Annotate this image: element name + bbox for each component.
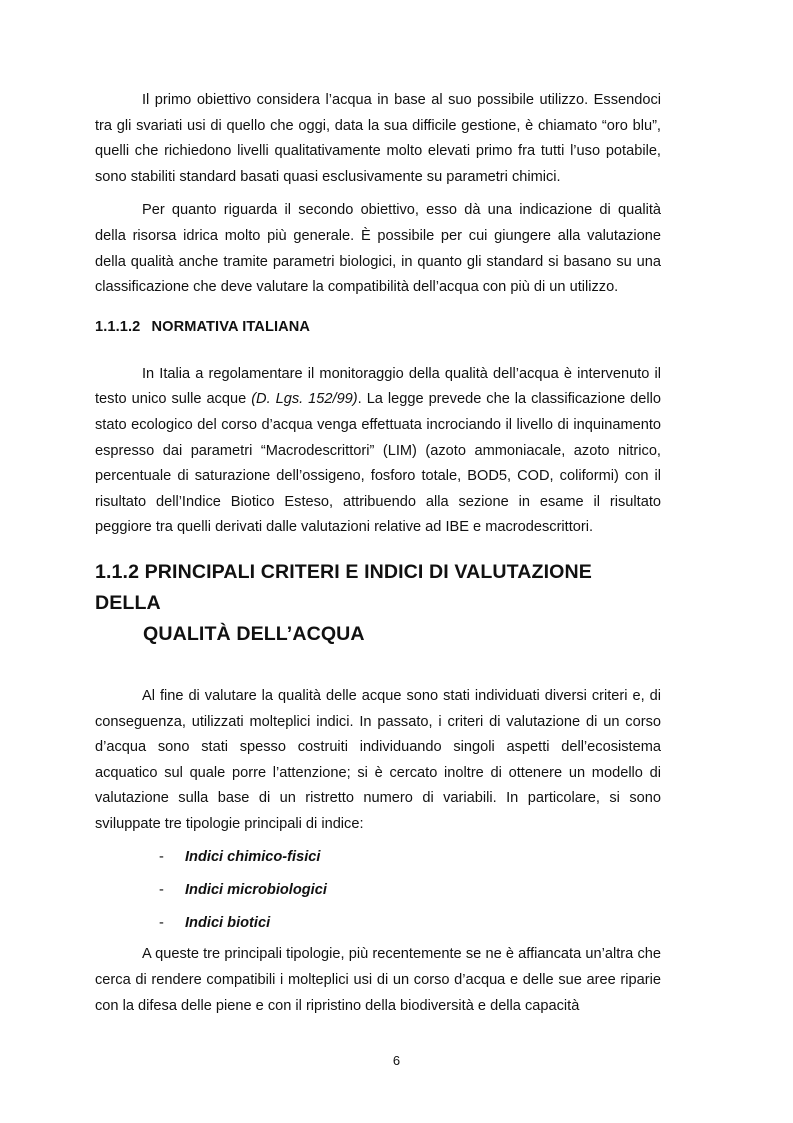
normativa-text-start: In Italia a regolamentare il monitoraggio della qualità dell’acqua è intervenuto il testo unico sulle acque bbox=[95, 365, 661, 408]
intro-paragraph-2: Per quanto riguarda il secondo obiettivo, esso dà una indicazione di qualità della risorsa idrica molto più generale. È possibile per cui giungere alla valutazione della qualità anche tramite parametri biologici, in quanto gli standard si basano su una classificazione che deve valutare la compatibilità dell’acqua con più di un utilizzo. bbox=[95, 202, 661, 296]
intro-paragraph-1: Il primo obiettivo considera l’acqua in base al suo possibile utilizzo. Essendoci tra gli svariati usi di quello che oggi, data la sua difficile gestione, è chiamato “oro blu”, quelli che richiedono livelli qualitativamente molto elevati primo fra tutti l’uso potabile, sono stabiliti standard basati quasi esclusivamente su parametri chimici. bbox=[95, 92, 661, 185]
criteri-paragraph-2: A queste tre principali tipologie, più recentemente se ne è affiancata un’altra che cerca di rendere compatibili i molteplici usi di un corso d’acqua e delle sue aree riparie con la difesa delle piene e con il ripristino della biodiversità e della capacità bbox=[95, 946, 661, 1014]
list-item bbox=[95, 841, 661, 874]
list-item bbox=[95, 907, 661, 940]
section-number: 1.1.1.2 bbox=[95, 318, 141, 335]
normativa-paragraph bbox=[95, 362, 661, 541]
criteri-paragraph-1: Al fine di valutare la qualità delle acque sono stati individuati diversi criteri e, di conseguenza, utilizzati molteplici indici. In passato, i criteri di valutazione di un corso d’acqua sono stati spesso costruiti individuando singoli aspetti dell’ecosistema acquatico sul quale porre l’attenzione; si è cercato inoltre di ottenere un modello di valutazione sulla base di un ristretto numero di variabili. In particolare, si sono sviluppate tre tipologie principali di indice: bbox=[95, 687, 661, 832]
list-item-label: Indici biotici bbox=[185, 915, 271, 932]
list-item bbox=[95, 874, 661, 907]
list-item-label: Indici chimico-fisici bbox=[185, 849, 321, 866]
list-dash: - bbox=[159, 849, 164, 866]
section-title: NORMATIVA ITALIANA bbox=[151, 318, 311, 335]
section-title-line-2: QUALITÀ DELL’ACQUA bbox=[143, 622, 365, 645]
section-heading-criteri bbox=[95, 557, 661, 650]
section-number: 1.1.2 bbox=[95, 560, 140, 583]
index-type-list bbox=[95, 841, 661, 940]
law-reference: (D. Lgs. 152/99) bbox=[251, 391, 358, 408]
document-page bbox=[95, 88, 661, 1019]
list-dash: - bbox=[159, 915, 164, 932]
list-dash: - bbox=[159, 882, 164, 899]
section-title-line-1: PRINCIPALI CRITERI E INDICI DI VALUTAZIONE DELLA bbox=[95, 560, 592, 614]
normativa-text-end: . La legge prevede che la classificazione dello stato ecologico del corso d’acqua venga effettuata incrociando il livello di inquinamento espresso dai parametri “Macrodescrittori” (LIM) (azoto ammoniacale, azoto nitrico, percentuale di saturazione dell’ossigeno, fosforo totale, BOD5, COD, coliformi) con il risultato dell’Indice Biotico Esteso, attribuendo alla sezione in esame il risultato peggiore tra quelli derivati dalle valutazioni relative ad IBE e macrodescrittori. bbox=[95, 391, 661, 536]
page-number: 6 bbox=[392, 1053, 401, 1068]
list-item-label: Indici microbiologici bbox=[185, 882, 327, 899]
section-heading-normativa bbox=[95, 315, 661, 340]
